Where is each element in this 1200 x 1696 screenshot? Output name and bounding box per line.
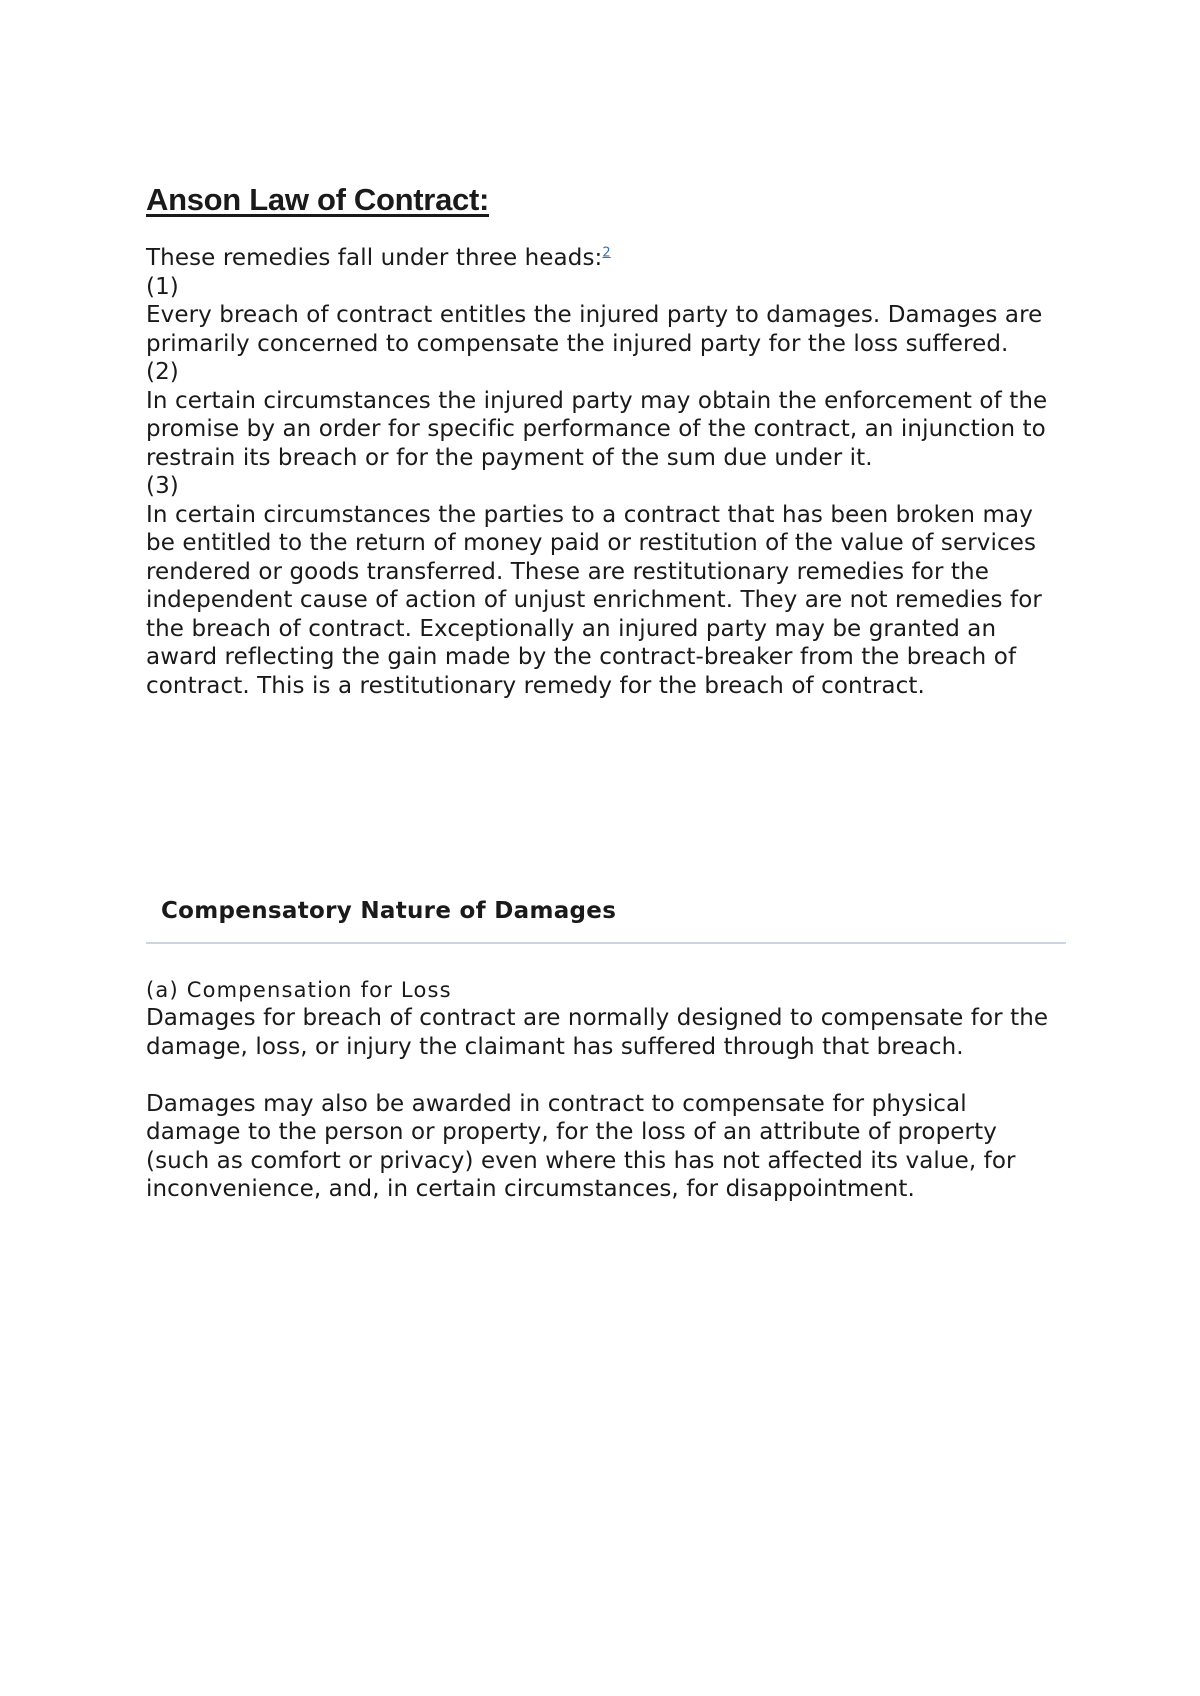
remedy-number: (2) bbox=[146, 359, 179, 385]
intro-line bbox=[146, 244, 1066, 273]
remedy-number: (1) bbox=[146, 273, 179, 300]
section-paragraph: Damages may also be awarded in contract to compensate for physical damage to the person or property, for the loss of an attribute of property (such as comfort or privacy) even where this has not affected its value, for inconvenience, and, in certain circumstances, for disappointment. bbox=[146, 1090, 1016, 1202]
remedy-text: In certain circumstances the parties to a contract that has been broken may be entitled to the return of money paid or restitution of the value of services rendered or goods transferred. These are restitutionary remedies for the independent cause of action of unjust enrichment. They are not remedies for the breach of contract. Exceptionally an injured party may be granted an award reflecting the gain made by the contract-breaker from the breach of contract. This is a restitutionary remedy for the breach of contract. bbox=[146, 501, 1042, 699]
remedy-head-2 bbox=[146, 358, 1066, 472]
paragraph-gap bbox=[146, 1061, 1066, 1090]
remedy-text: In certain circumstances the injured party may obtain the enforcement of the promise by an order for specific performance of the contract, an injunction to restrain its breach or for the payment of the sum due under it. bbox=[146, 387, 1048, 471]
document-title: Anson Law of Contract: bbox=[146, 182, 489, 217]
section-body bbox=[146, 976, 1066, 1204]
document-page bbox=[146, 176, 1066, 700]
section-header bbox=[146, 896, 1066, 944]
section-paragraph: Damages for breach of contract are normally designed to compensate for the damage, loss, or injury the claimant has suffered through that breach. bbox=[146, 1005, 1049, 1060]
remedy-head-1 bbox=[146, 273, 1066, 359]
section-subheading: (a) Compensation for Loss bbox=[146, 978, 452, 1002]
intro-text: These remedies fall under three heads: bbox=[146, 245, 603, 271]
remedy-head-3 bbox=[146, 472, 1066, 700]
footnote-link[interactable]: 2 bbox=[602, 245, 611, 261]
section-divider bbox=[146, 942, 1066, 944]
remedy-text: Every breach of contract entitles the injured party to damages. Damages are primarily concerned to compensate the injured party for the loss suffered. bbox=[146, 302, 1043, 357]
section-heading: Compensatory Nature of Damages bbox=[161, 898, 617, 924]
remedy-number: (3) bbox=[146, 473, 179, 499]
